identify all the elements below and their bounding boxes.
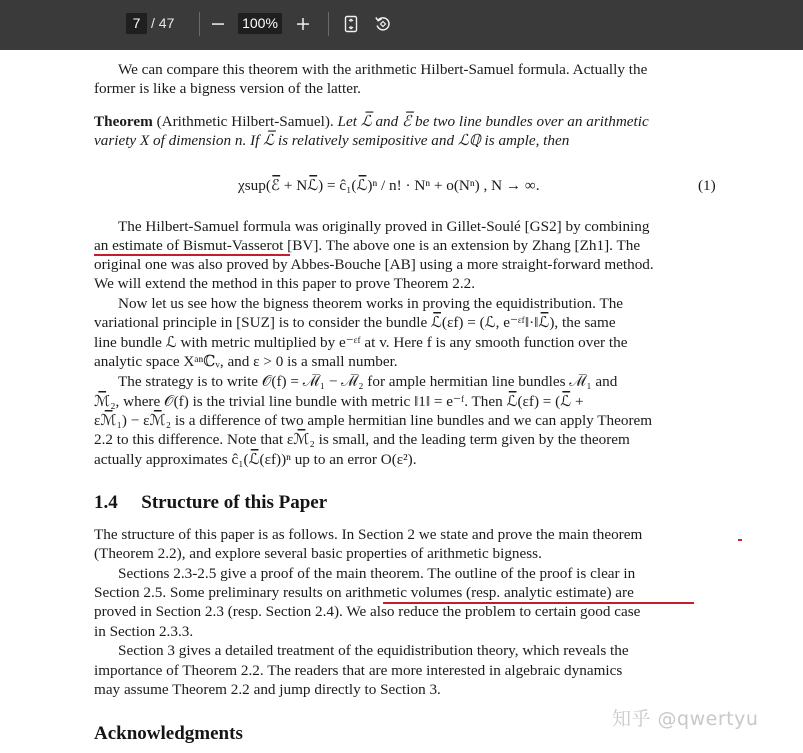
equation-number: (1)	[698, 177, 716, 194]
text-line: line bundle ℒ with metric multiplied by e⁻ᵋᶠ at v. Here f is any smooth function over the	[94, 334, 628, 351]
toolbar-divider	[199, 12, 200, 36]
fit-page-icon	[343, 15, 359, 33]
text-line: may assume Theorem 2.2 and jump directly to Section 3.	[94, 681, 441, 698]
plus-icon	[296, 17, 310, 31]
toolbar-divider	[328, 12, 329, 36]
section-title: Structure of this Paper	[141, 492, 328, 513]
section-heading	[94, 492, 327, 514]
text-line: We can compare this theorem with the arithmetic Hilbert-Samuel formula. Actually the	[118, 61, 648, 78]
text-line: variational principle in [SUZ] is to consider the bundle ℒ̅(εf) = (ℒ, e⁻ᵋᶠ‖·‖ℒ̅), the same	[94, 314, 616, 331]
red-mark	[738, 539, 742, 541]
zoom-out-button[interactable]	[206, 12, 230, 36]
theorem-label: Theorem	[94, 113, 153, 130]
text-line: The strategy is to write 𝒪(f) = ℳ̅₁ − ℳ̅₂ for ample hermitian line bundles ℳ̅₁ and	[118, 373, 618, 390]
page-number-input[interactable]: 7	[126, 13, 147, 34]
text-line: analytic space Xᵃⁿℂᵥ, and ε > 0 is a small number.	[94, 353, 398, 370]
watermark: 知乎 @qwertyu	[612, 708, 759, 730]
minus-icon	[211, 17, 225, 31]
text-line: original one was also proved by Abbes-Bouche [AB] using a more straight-forward method.	[94, 256, 654, 273]
text-line: in Section 2.3.3.	[94, 623, 194, 640]
section-number: 1.4	[94, 492, 118, 513]
text-line: εℳ̅₁) − εℳ̅₂ is a difference of two ample hermitian line bundles and we can apply Theorem	[94, 412, 653, 429]
rotate-button[interactable]	[371, 12, 395, 36]
theorem-line	[94, 112, 649, 131]
text-line: Sections 2.3-2.5 give a proof of the main theorem. The outline of the proof is clear in	[118, 565, 636, 582]
zoom-in-button[interactable]	[291, 12, 315, 36]
page-total-label: / 47	[151, 15, 175, 31]
acknowledgments-heading: Acknowledgments	[94, 723, 243, 744]
text-line: importance of Theorem 2.2. The readers that are more interested in algebraic dynamics	[94, 662, 623, 679]
pdf-toolbar	[0, 0, 803, 50]
text-line: actually approximates ĉ₁(ℒ̅(εf))ⁿ up to an error O(ε²).	[94, 451, 417, 468]
fit-page-button[interactable]	[339, 12, 363, 36]
theorem-statement-line: variety X of dimension n. If ℒ̅ is relatively semipositive and ℒℚ is ample, then	[94, 132, 570, 149]
theorem-statement: Let ℒ̅ and ℰ̅ be two line bundles over an arithmetic	[337, 113, 649, 130]
text-line: former is like a bigness version of the latter.	[94, 80, 361, 97]
text-line: Section 2.5. Some preliminary results on arithmetic volumes (resp. analytic estimate) are	[94, 584, 634, 601]
text-line: We will extend the method in this paper to prove Theorem 2.2.	[94, 275, 476, 292]
text-line: Section 3 gives a detailed treatment of the equidistribution theory, which reveals the	[118, 642, 629, 659]
text-line: proved in Section 2.3 (resp. Section 2.4). We also reduce the problem to certain good case	[94, 603, 641, 620]
rotate-icon	[374, 15, 392, 33]
pdf-page	[0, 50, 803, 753]
equation: χsup(ℰ̅ + Nℒ̅) = ĉ₁(ℒ̅)ⁿ / n! · Nⁿ + o(Nⁿ) , N → ∞.	[238, 177, 540, 194]
text-line: 2.2 to this difference. Note that εℳ̅₂ is small, and the leading term given by the theorem	[94, 431, 630, 448]
text-line: an estimate of Bismut-Vasserot [BV]. The above one is an extension by Zhang [Zh1]. The	[94, 237, 641, 254]
text-line: ℳ̅₂, where 𝒪(f) is the trivial line bundle with metric ‖1‖ = e⁻ᶠ. Then ℒ̅(εf) = (ℒ̅ +	[94, 393, 584, 410]
text-line: Now let us see how the bigness theorem works in proving the equidistribution. The	[118, 295, 624, 312]
text-line: (Theorem 2.2), and explore several basic properties of arithmetic bigness.	[94, 545, 542, 562]
zoom-level-input[interactable]: 100%	[238, 13, 282, 34]
text-line: The structure of this paper is as follows. In Section 2 we state and prove the main theorem	[94, 526, 643, 543]
text-line: The Hilbert-Samuel formula was originally proved in Gillet-Soulé [GS2] by combining	[118, 218, 650, 235]
theorem-name: (Arithmetic Hilbert-Samuel).	[156, 113, 334, 130]
